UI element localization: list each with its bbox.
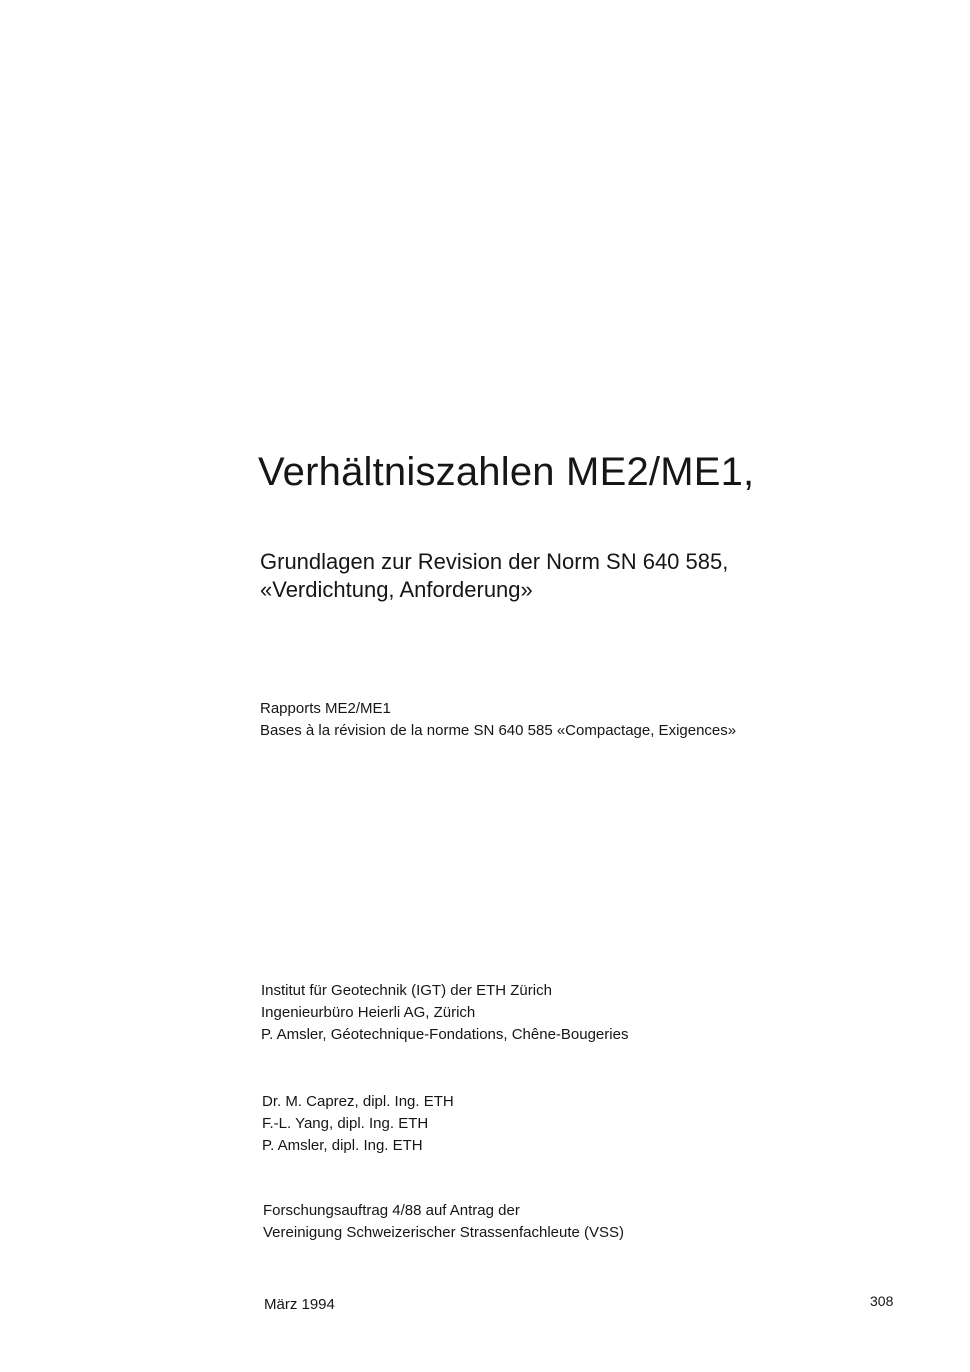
institution-line: P. Amsler, Géotechnique-Fondations, Chêne-Bougeries (261, 1026, 629, 1043)
subtitle-line-1: Grundlagen zur Revision der Norm SN 640 585, (260, 549, 729, 574)
french-title-line-1: Rapports ME2/ME1 (260, 700, 391, 717)
authors-block (262, 1091, 454, 1157)
research-order-line-1: Forschungsauftrag 4/88 auf Antrag der (263, 1202, 520, 1219)
research-order-block (263, 1200, 624, 1244)
document-subtitle (260, 548, 728, 604)
author-line: Dr. M. Caprez, dipl. Ing. ETH (262, 1093, 454, 1110)
institution-line: Institut für Geotechnik (IGT) der ETH Zürich (261, 982, 552, 999)
document-title: Verhältniszahlen ME2/ME1, (258, 450, 755, 494)
author-line: F.-L. Yang, dipl. Ing. ETH (262, 1115, 429, 1132)
institution-line: Ingenieurbüro Heierli AG, Zürich (261, 1004, 476, 1021)
research-order-line-2: Vereinigung Schweizerischer Strassenfachleute (VSS) (263, 1224, 625, 1241)
author-line: P. Amsler, dipl. Ing. ETH (262, 1137, 423, 1154)
french-title-line-2: Bases à la révision de la norme SN 640 585 «Compactage, Exigences» (260, 722, 737, 739)
french-title-block (260, 698, 736, 742)
institutions-block (261, 980, 628, 1046)
page-number: 308 (870, 1293, 894, 1309)
publication-date: März 1994 (264, 1296, 335, 1313)
subtitle-line-2: «Verdichtung, Anforderung» (260, 577, 533, 602)
